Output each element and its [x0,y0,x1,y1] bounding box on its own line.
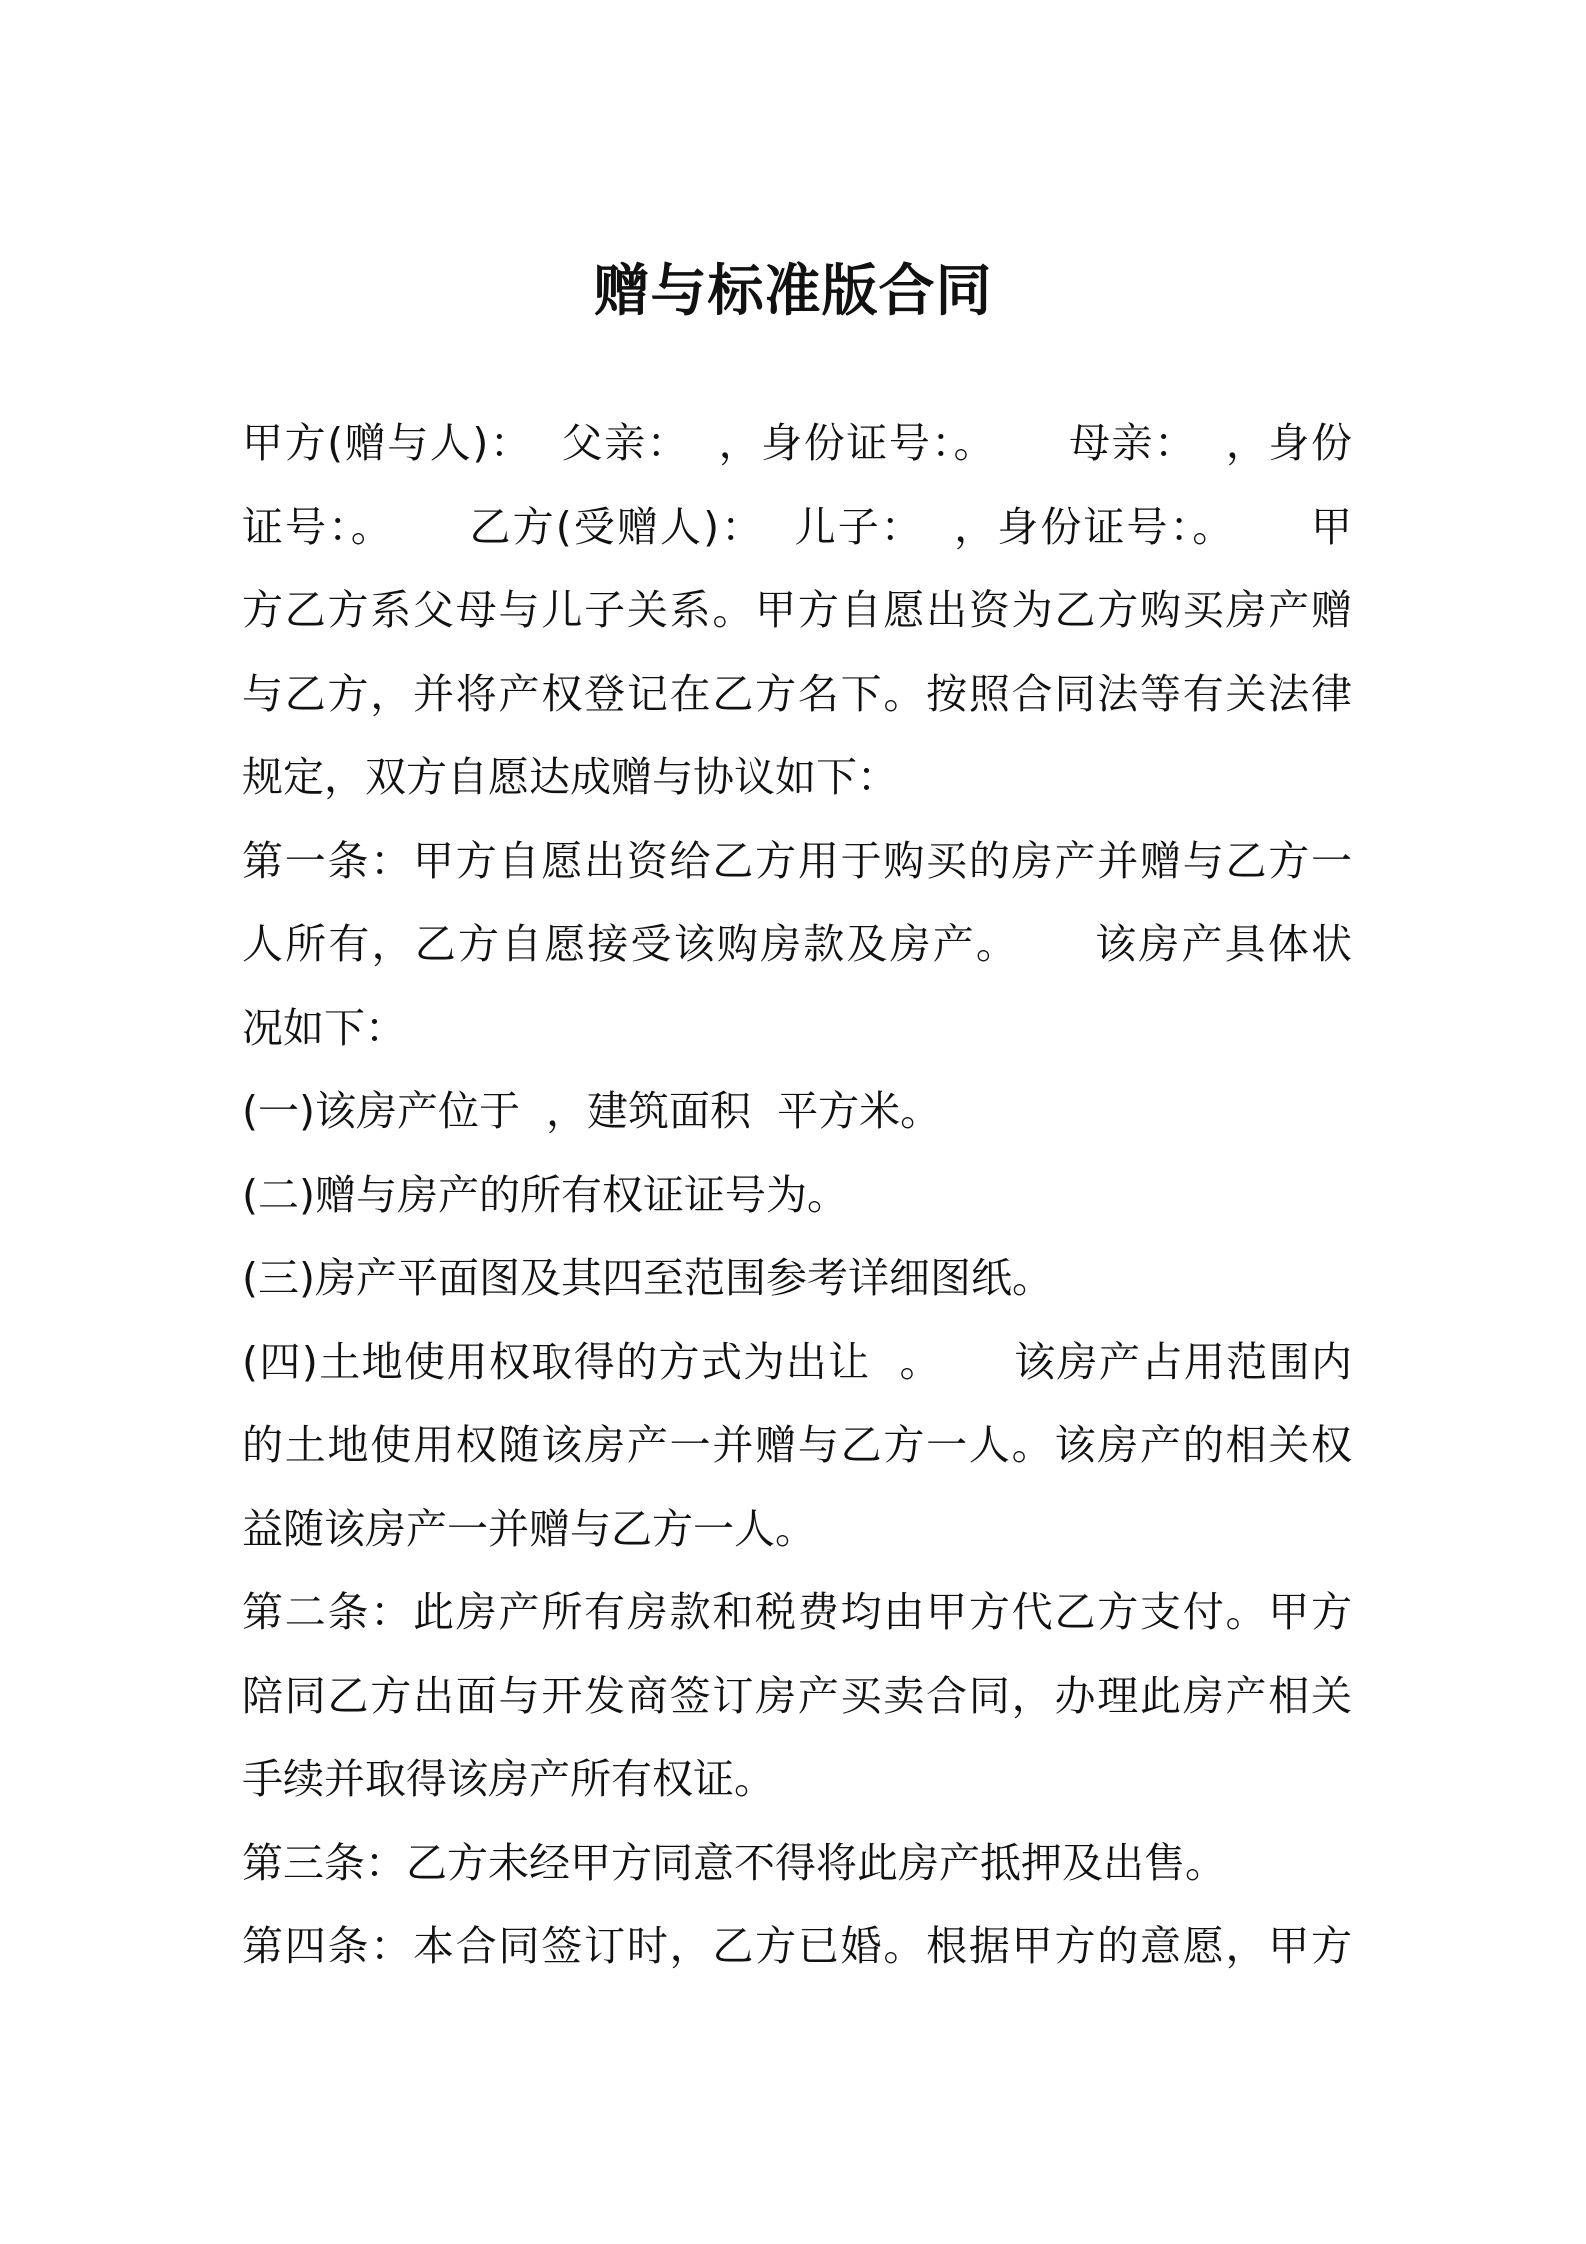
clause-item: (四)土地使用权取得的方式为出让 。 该房产占用范围内 [242,1337,1352,1386]
body-line: 甲方(赠与人)： 父亲： ，身份证号：。 母亲： ，身份 [242,419,1352,467]
clause-item: 的土地使用权随该房产一并赠与乙方一人。该房产的相关权 [242,1421,1352,1469]
body-line: 证号：。 乙方(受赠人)： 儿子： ，身份证号：。 甲 [242,502,1352,551]
clause-item: (一)该房产位于 ，建筑面积 平方米。 [242,1087,942,1135]
article-1-line: 人所有，乙方自愿接受该购房款及房产。 该房产具体状 [242,920,1352,968]
clause-item: (三)房产平面图及其四至范围参考详细图纸。 [242,1254,1053,1302]
body-line: 规定，双方自愿达成赠与协议如下： [242,753,898,801]
article-3-line: 第三条：乙方未经甲方同意不得将此房产抵押及出售。 [242,1838,1226,1887]
article-2-line: 手续并取得该房产所有权证。 [242,1755,775,1803]
clause-item: 益随该房产一并赠与乙方一人。 [242,1504,816,1553]
body-line: 方乙方系父母与儿子关系。甲方自愿出资为乙方购买房产赠 [242,586,1352,634]
body-line: 与乙方，并将产权登记在乙方名下。按照合同法等有关法律 [242,669,1352,718]
document-title: 赠与标准版合同 [593,259,993,324]
article-4-line: 第四条：本合同签订时，乙方已婚。根据甲方的意愿，甲方 [242,1922,1352,1970]
clause-item: (二)赠与房产的所有权证证号为。 [242,1170,848,1219]
article-2-line: 陪同乙方出面与开发商签订房产买卖合同，办理此房产相关 [242,1671,1352,1720]
article-1-line: 第一条：甲方自愿出资给乙方用于购买的房产并赠与乙方一 [242,836,1352,885]
article-2-line: 第二条：此房产所有房款和税费均由甲方代乙方支付。甲方 [242,1588,1352,1636]
contract-body [242,402,1352,1989]
article-1-line: 况如下： [242,1003,406,1052]
